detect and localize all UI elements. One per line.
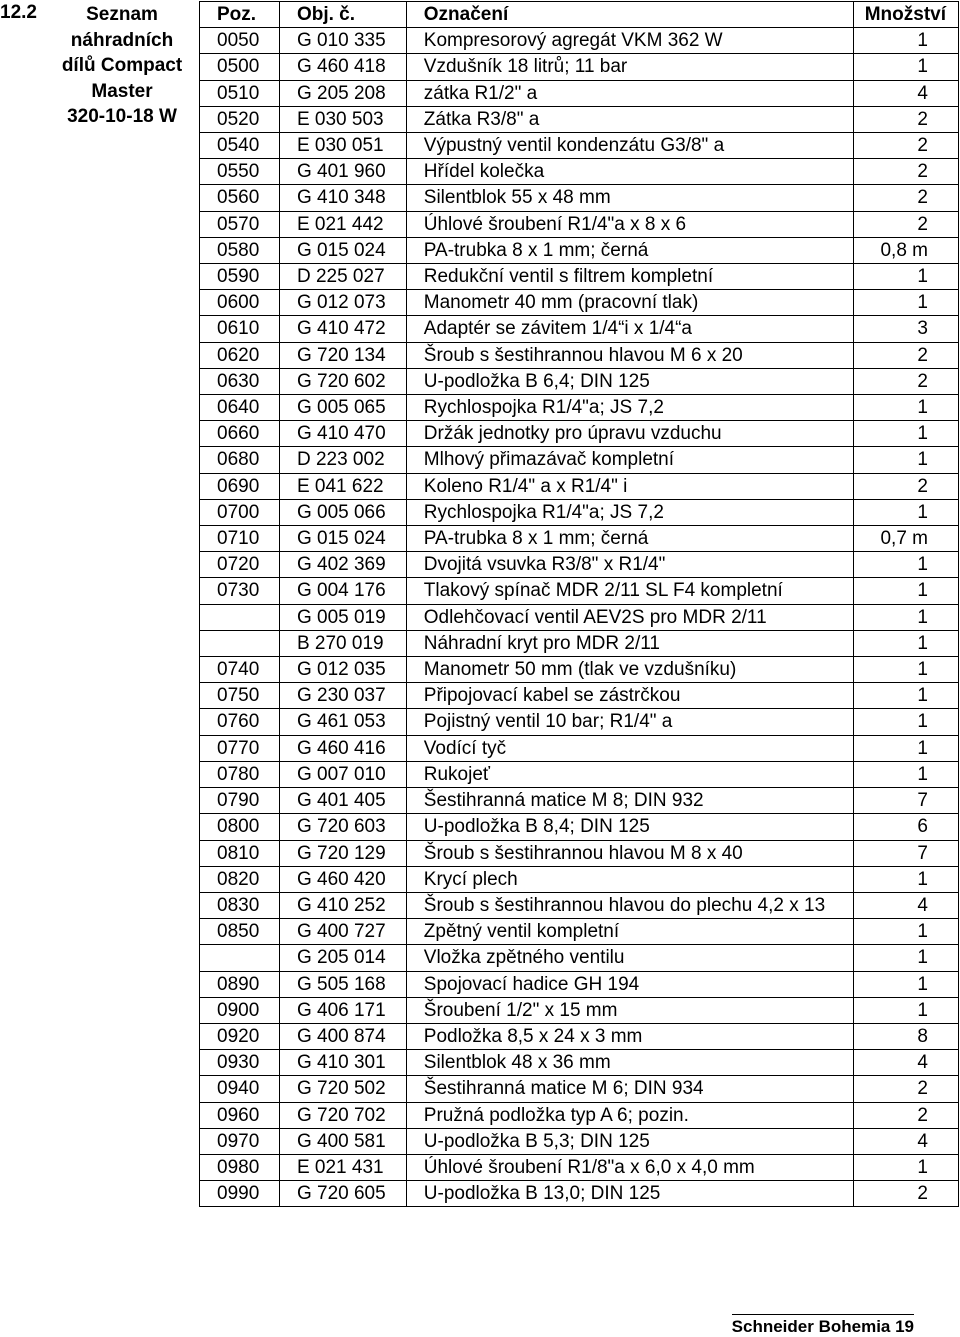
- cell-order-number: G 401 960: [279, 159, 406, 185]
- cell-position: [200, 945, 280, 971]
- cell-position: 0980: [200, 1154, 280, 1180]
- cell-quantity: 2: [854, 473, 959, 499]
- table-row: [200, 892, 959, 918]
- cell-order-number: G 720 605: [279, 1181, 406, 1207]
- cell-order-number: G 460 420: [279, 866, 406, 892]
- table-row: [200, 630, 959, 656]
- cell-quantity: 1: [854, 264, 959, 290]
- table-row: [200, 866, 959, 892]
- cell-order-number: G 401 405: [279, 788, 406, 814]
- cell-quantity: 1: [854, 395, 959, 421]
- cell-description: PA-trubka 8 x 1 mm; černá: [406, 526, 853, 552]
- section-title-line: náhradních: [70, 29, 174, 51]
- cell-order-number: G 402 369: [279, 552, 406, 578]
- cell-description: Výpustný ventil kondenzátu G3/8" a: [406, 133, 853, 159]
- table-row: [200, 28, 959, 54]
- cell-description: Rychlospojka R1/4"a; JS 7,2: [406, 499, 853, 525]
- footer-page-label: Schneider Bohemia 19: [732, 1314, 914, 1337]
- cell-order-number: B 270 019: [279, 630, 406, 656]
- cell-quantity: 6: [854, 814, 959, 840]
- table-row: [200, 1076, 959, 1102]
- cell-quantity: 1: [854, 761, 959, 787]
- table-row: [200, 814, 959, 840]
- table-row: [200, 421, 959, 447]
- cell-order-number: G 005 065: [279, 395, 406, 421]
- cell-order-number: G 720 602: [279, 368, 406, 394]
- cell-quantity: 1: [854, 447, 959, 473]
- cell-description: Pojistný ventil 10 bar; R1/4" a: [406, 709, 853, 735]
- cell-quantity: 1: [854, 28, 959, 54]
- cell-order-number: D 225 027: [279, 264, 406, 290]
- table-row: [200, 945, 959, 971]
- cell-description: Zátka R3/8" a: [406, 106, 853, 132]
- cell-description: Šroub s šestihrannou hlavou M 8 x 40: [406, 840, 853, 866]
- cell-quantity: 1: [854, 866, 959, 892]
- header-order-number: Obj. č.: [279, 2, 406, 28]
- cell-description: PA-trubka 8 x 1 mm; černá: [406, 237, 853, 263]
- cell-quantity: 7: [854, 840, 959, 866]
- cell-description: U-podložka B 5,3; DIN 125: [406, 1128, 853, 1154]
- section-number: 12.2: [0, 2, 37, 23]
- table-row: [200, 368, 959, 394]
- cell-order-number: G 400 727: [279, 919, 406, 945]
- cell-quantity: 4: [854, 1050, 959, 1076]
- table-row: [200, 578, 959, 604]
- cell-order-number: G 410 301: [279, 1050, 406, 1076]
- cell-description: Podložka 8,5 x 24 x 3 mm: [406, 1023, 853, 1049]
- cell-order-number: G 010 335: [279, 28, 406, 54]
- cell-quantity: 2: [854, 368, 959, 394]
- cell-order-number: E 041 622: [279, 473, 406, 499]
- cell-position: 0590: [200, 264, 280, 290]
- cell-quantity: 1: [854, 919, 959, 945]
- cell-description: Úhlové šroubení R1/4"a x 8 x 6: [406, 211, 853, 237]
- cell-description: Zpětný ventil kompletní: [406, 919, 853, 945]
- table-row: [200, 133, 959, 159]
- cell-quantity: 1: [854, 630, 959, 656]
- cell-quantity: 2: [854, 211, 959, 237]
- cell-quantity: 1: [854, 945, 959, 971]
- table-row: [200, 1050, 959, 1076]
- cell-quantity: 1: [854, 578, 959, 604]
- cell-order-number: G 410 348: [279, 185, 406, 211]
- parts-table: [199, 1, 959, 1207]
- cell-quantity: 3: [854, 316, 959, 342]
- cell-position: 0740: [200, 657, 280, 683]
- cell-order-number: G 230 037: [279, 683, 406, 709]
- table-header-row: [200, 2, 959, 28]
- table-row: [200, 761, 959, 787]
- cell-quantity: 2: [854, 1102, 959, 1128]
- cell-position: 0700: [200, 499, 280, 525]
- cell-quantity: 4: [854, 80, 959, 106]
- cell-description: Redukční ventil s filtrem kompletní: [406, 264, 853, 290]
- table-row: [200, 1102, 959, 1128]
- cell-description: Odlehčovací ventil AEV2S pro MDR 2/11: [406, 604, 853, 630]
- cell-description: Silentblok 55 x 48 mm: [406, 185, 853, 211]
- cell-description: zátka R1/2" a: [406, 80, 853, 106]
- cell-position: 0960: [200, 1102, 280, 1128]
- cell-order-number: G 012 035: [279, 657, 406, 683]
- cell-position: 0760: [200, 709, 280, 735]
- cell-position: 0500: [200, 54, 280, 80]
- cell-position: 0800: [200, 814, 280, 840]
- table-row: [200, 395, 959, 421]
- cell-description: Šroub s šestihrannou hlavou do plechu 4,2 x 13: [406, 892, 853, 918]
- cell-position: 0720: [200, 552, 280, 578]
- cell-quantity: 1: [854, 54, 959, 80]
- cell-position: 0620: [200, 342, 280, 368]
- cell-order-number: G 406 171: [279, 997, 406, 1023]
- cell-position: 0850: [200, 919, 280, 945]
- cell-position: 0890: [200, 971, 280, 997]
- table-row: [200, 997, 959, 1023]
- cell-quantity: 2: [854, 185, 959, 211]
- cell-position: 0900: [200, 997, 280, 1023]
- cell-position: 0550: [200, 159, 280, 185]
- table-row: [200, 54, 959, 80]
- cell-quantity: 2: [854, 159, 959, 185]
- section-title-line: Seznam: [86, 4, 158, 25]
- table-row: [200, 683, 959, 709]
- cell-position: 0790: [200, 788, 280, 814]
- cell-quantity: 1: [854, 604, 959, 630]
- table-row: [200, 237, 959, 263]
- cell-quantity: 2: [854, 133, 959, 159]
- cell-quantity: 2: [854, 106, 959, 132]
- cell-quantity: 1: [854, 1154, 959, 1180]
- table-row: [200, 604, 959, 630]
- cell-description: Spojovací hadice GH 194: [406, 971, 853, 997]
- cell-position: 0660: [200, 421, 280, 447]
- cell-description: Vzdušník 18 litrů; 11 bar: [406, 54, 853, 80]
- cell-position: 0510: [200, 80, 280, 106]
- cell-quantity: 2: [854, 1076, 959, 1102]
- table-row: [200, 526, 959, 552]
- cell-order-number: G 461 053: [279, 709, 406, 735]
- cell-description: Adaptér se závitem 1/4“i x 1/4“a: [406, 316, 853, 342]
- cell-quantity: 0,7 m: [854, 526, 959, 552]
- table-row: [200, 499, 959, 525]
- cell-order-number: G 720 603: [279, 814, 406, 840]
- section-title-line: 320-10-18 W: [67, 106, 177, 127]
- cell-description: Vodící tyč: [406, 735, 853, 761]
- cell-description: Připojovací kabel se zástrčkou: [406, 683, 853, 709]
- cell-description: Rychlospojka R1/4"a; JS 7,2: [406, 395, 853, 421]
- cell-description: Krycí plech: [406, 866, 853, 892]
- cell-order-number: G 015 024: [279, 526, 406, 552]
- cell-position: 0520: [200, 106, 280, 132]
- cell-quantity: 1: [854, 709, 959, 735]
- section-title-line: dílů Compact: [61, 55, 183, 76]
- cell-quantity: 1: [854, 552, 959, 578]
- cell-position: 0920: [200, 1023, 280, 1049]
- cell-description: Náhradní kryt pro MDR 2/11: [406, 630, 853, 656]
- cell-position: 0820: [200, 866, 280, 892]
- cell-quantity: 1: [854, 971, 959, 997]
- cell-position: 0640: [200, 395, 280, 421]
- table-row: [200, 185, 959, 211]
- cell-position: 0990: [200, 1181, 280, 1207]
- cell-order-number: G 505 168: [279, 971, 406, 997]
- cell-position: 0580: [200, 237, 280, 263]
- cell-description: Manometr 50 mm (tlak ve vzdušníku): [406, 657, 853, 683]
- table-row: [200, 159, 959, 185]
- cell-description: Pružná podložka typ A 6; pozin.: [406, 1102, 853, 1128]
- cell-order-number: E 021 442: [279, 211, 406, 237]
- cell-order-number: G 460 416: [279, 735, 406, 761]
- cell-order-number: G 460 418: [279, 54, 406, 80]
- cell-quantity: 2: [854, 1181, 959, 1207]
- header-position: Poz.: [200, 2, 280, 28]
- cell-order-number: G 720 134: [279, 342, 406, 368]
- cell-position: 0780: [200, 761, 280, 787]
- header-quantity: Množství: [854, 2, 959, 28]
- cell-position: [200, 630, 280, 656]
- cell-position: 0610: [200, 316, 280, 342]
- cell-position: 0810: [200, 840, 280, 866]
- cell-position: [200, 604, 280, 630]
- table-row: [200, 735, 959, 761]
- cell-position: 0970: [200, 1128, 280, 1154]
- cell-description: Šestihranná matice M 6; DIN 934: [406, 1076, 853, 1102]
- cell-order-number: D 223 002: [279, 447, 406, 473]
- table-row: [200, 1181, 959, 1207]
- cell-description: Kompresorový agregát VKM 362 W: [406, 28, 853, 54]
- cell-position: 0730: [200, 578, 280, 604]
- cell-order-number: G 400 874: [279, 1023, 406, 1049]
- cell-description: Šestihranná matice M 8; DIN 932: [406, 788, 853, 814]
- table-row: [200, 1023, 959, 1049]
- cell-description: Silentblok 48 x 36 mm: [406, 1050, 853, 1076]
- table-row: [200, 709, 959, 735]
- cell-description: U-podložka B 8,4; DIN 125: [406, 814, 853, 840]
- cell-quantity: 1: [854, 997, 959, 1023]
- cell-order-number: G 005 066: [279, 499, 406, 525]
- cell-order-number: G 005 019: [279, 604, 406, 630]
- cell-description: Manometr 40 mm (pracovní tlak): [406, 290, 853, 316]
- cell-order-number: G 400 581: [279, 1128, 406, 1154]
- cell-order-number: G 410 252: [279, 892, 406, 918]
- cell-description: U-podložka B 13,0; DIN 125: [406, 1181, 853, 1207]
- table-row: [200, 290, 959, 316]
- cell-position: 0570: [200, 211, 280, 237]
- table-row: [200, 342, 959, 368]
- cell-order-number: G 205 208: [279, 80, 406, 106]
- cell-position: 0830: [200, 892, 280, 918]
- cell-order-number: G 004 176: [279, 578, 406, 604]
- cell-order-number: G 015 024: [279, 237, 406, 263]
- table-row: [200, 919, 959, 945]
- cell-order-number: G 007 010: [279, 761, 406, 787]
- cell-order-number: G 410 470: [279, 421, 406, 447]
- table-row: [200, 211, 959, 237]
- table-row: [200, 316, 959, 342]
- cell-order-number: E 030 051: [279, 133, 406, 159]
- cell-description: Držák jednotky pro úpravu vzduchu: [406, 421, 853, 447]
- cell-order-number: G 205 014: [279, 945, 406, 971]
- cell-description: Mlhový přimazávač kompletní: [406, 447, 853, 473]
- header-description: Označení: [406, 2, 853, 28]
- section-title-line: Master: [91, 80, 153, 102]
- cell-position: 0770: [200, 735, 280, 761]
- table-row: [200, 80, 959, 106]
- table-row: [200, 264, 959, 290]
- cell-position: 0710: [200, 526, 280, 552]
- section-title: [48, 2, 196, 130]
- cell-position: 0680: [200, 447, 280, 473]
- cell-quantity: 1: [854, 657, 959, 683]
- cell-description: Koleno R1/4" a x R1/4" i: [406, 473, 853, 499]
- cell-order-number: G 012 073: [279, 290, 406, 316]
- cell-position: 0540: [200, 133, 280, 159]
- cell-description: Šroub s šestihrannou hlavou M 6 x 20: [406, 342, 853, 368]
- table-row: [200, 840, 959, 866]
- cell-description: U-podložka B 6,4; DIN 125: [406, 368, 853, 394]
- table-row: [200, 552, 959, 578]
- cell-description: Tlakový spínač MDR 2/11 SL F4 kompletní: [406, 578, 853, 604]
- cell-position: 0750: [200, 683, 280, 709]
- cell-description: Úhlové šroubení R1/8"a x 6,0 x 4,0 mm: [406, 1154, 853, 1180]
- cell-description: Dvojitá vsuvka R3/8" x R1/4": [406, 552, 853, 578]
- cell-description: Šroubení 1/2" x 15 mm: [406, 997, 853, 1023]
- cell-position: 0630: [200, 368, 280, 394]
- table-row: [200, 106, 959, 132]
- cell-quantity: 1: [854, 735, 959, 761]
- cell-order-number: G 720 502: [279, 1076, 406, 1102]
- table-row: [200, 971, 959, 997]
- table-row: [200, 1128, 959, 1154]
- cell-position: 0560: [200, 185, 280, 211]
- table-row: [200, 788, 959, 814]
- cell-quantity: 1: [854, 683, 959, 709]
- cell-order-number: G 720 129: [279, 840, 406, 866]
- cell-quantity: 2: [854, 342, 959, 368]
- cell-description: Vložka zpětného ventilu: [406, 945, 853, 971]
- cell-quantity: 7: [854, 788, 959, 814]
- cell-position: 0930: [200, 1050, 280, 1076]
- cell-order-number: G 410 472: [279, 316, 406, 342]
- cell-quantity: 4: [854, 1128, 959, 1154]
- cell-quantity: 8: [854, 1023, 959, 1049]
- cell-position: 0690: [200, 473, 280, 499]
- table-row: [200, 1154, 959, 1180]
- cell-description: Hřídel kolečka: [406, 159, 853, 185]
- cell-quantity: 1: [854, 499, 959, 525]
- cell-quantity: 0,8 m: [854, 237, 959, 263]
- cell-description: Rukojeť: [406, 761, 853, 787]
- cell-order-number: E 021 431: [279, 1154, 406, 1180]
- cell-quantity: 1: [854, 421, 959, 447]
- table-row: [200, 447, 959, 473]
- cell-quantity: 1: [854, 290, 959, 316]
- cell-order-number: E 030 503: [279, 106, 406, 132]
- cell-position: 0050: [200, 28, 280, 54]
- cell-quantity: 4: [854, 892, 959, 918]
- cell-order-number: G 720 702: [279, 1102, 406, 1128]
- cell-position: 0940: [200, 1076, 280, 1102]
- table-row: [200, 657, 959, 683]
- table-row: [200, 473, 959, 499]
- cell-position: 0600: [200, 290, 280, 316]
